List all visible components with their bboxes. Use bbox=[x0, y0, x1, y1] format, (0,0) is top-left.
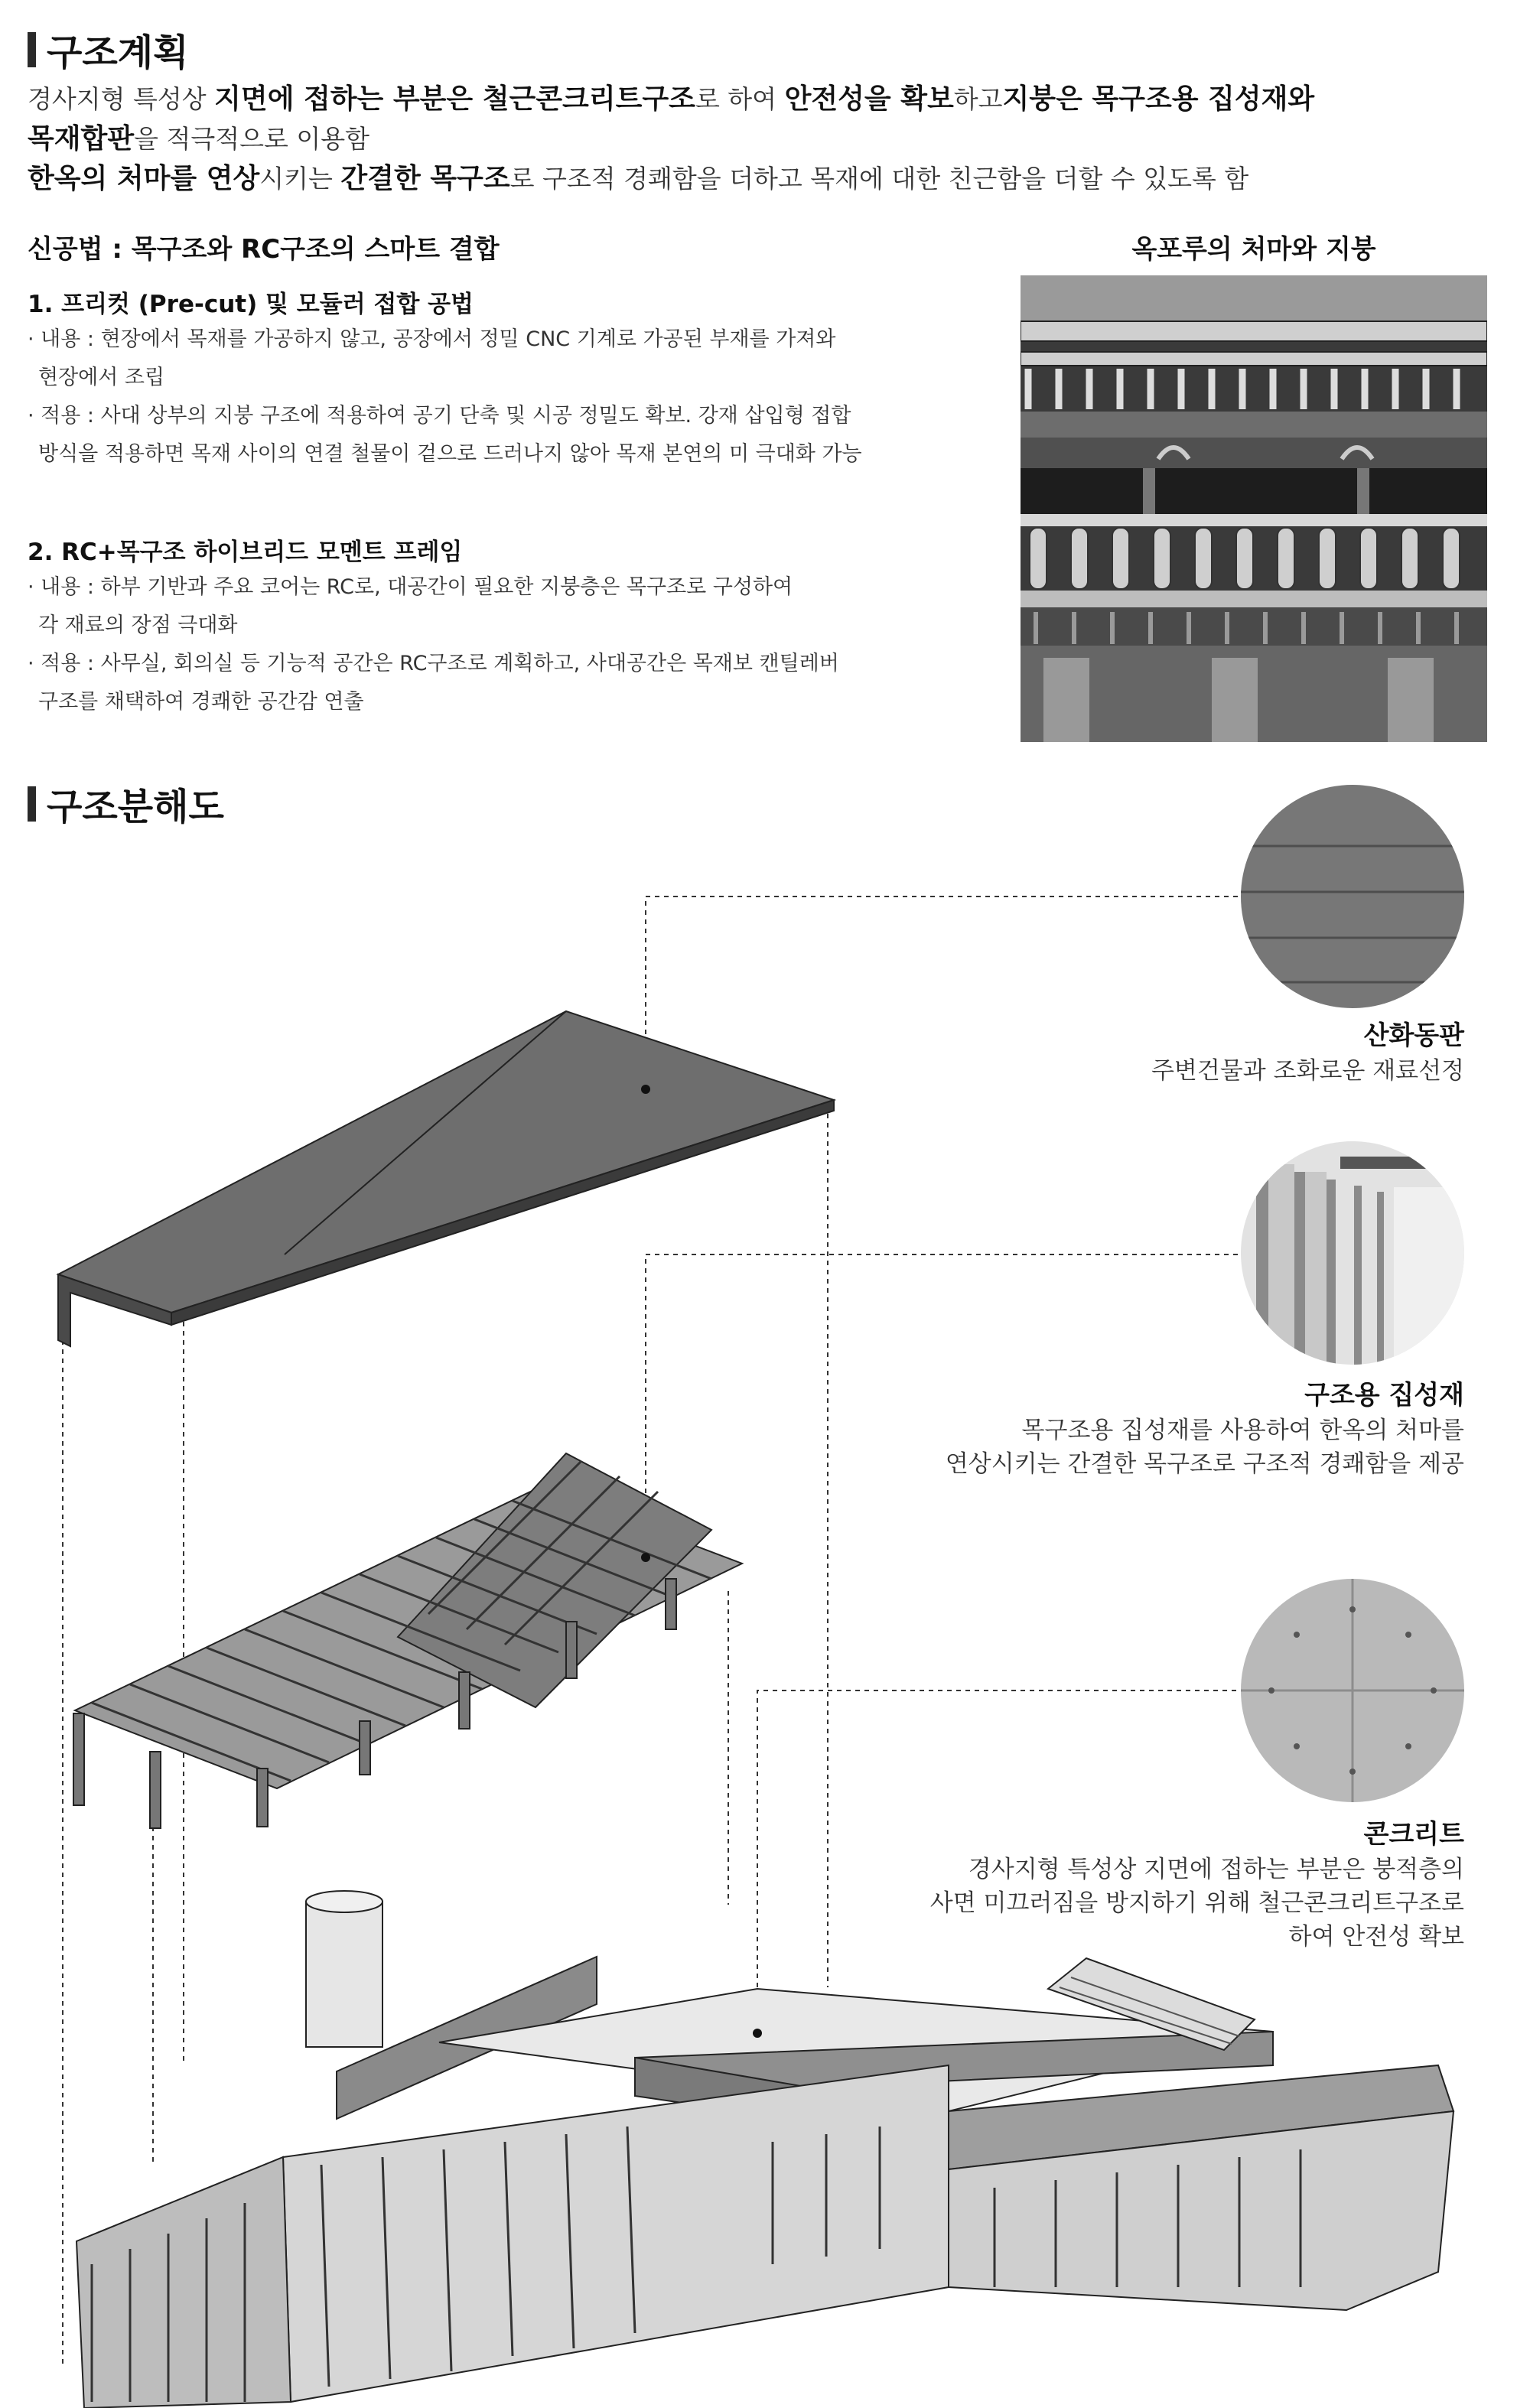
material-desc-concrete-1: 경사지형 특성상 지면에 접하는 부분은 붕적층의 bbox=[968, 1856, 1464, 1883]
material-desc-copper: 주변건물과 조화로운 재료선정 bbox=[1151, 1057, 1464, 1085]
concrete-swatch bbox=[1241, 1579, 1464, 1802]
item-2-line-2: 각 재료의 장점 극대화 bbox=[38, 613, 238, 637]
material-desc-glulam-2: 연상시키는 간결한 목구조로 구조적 경쾌함을 제공 bbox=[945, 1450, 1464, 1478]
method-item-1 bbox=[28, 285, 1014, 473]
section-title-structure-plan bbox=[28, 23, 188, 76]
material-desc-concrete-2: 사면 미끄러짐을 방지하기 위해 철근콘크리트구조로 bbox=[929, 1889, 1464, 1917]
glulam-structure bbox=[73, 1453, 742, 1828]
item-1-line-2: 현장에서 조립 bbox=[38, 366, 165, 389]
title-bar-marker bbox=[28, 786, 36, 822]
copper-sheet-swatch bbox=[1241, 785, 1464, 1008]
section-title-text: 구조분해도 bbox=[47, 786, 224, 828]
intro-line-2: 목재합판을 적극적으로 이용함 bbox=[28, 123, 369, 155]
intro-paragraph bbox=[28, 80, 1496, 199]
item-1-title: 1. 프리컷 (Pre-cut) 및 모듈러 접합 공법 bbox=[28, 291, 474, 318]
material-desc-glulam-1: 목구조용 집성재를 사용하여 한옥의 처마를 bbox=[1021, 1417, 1464, 1444]
title-bar-marker bbox=[28, 32, 36, 67]
roof-callout-dot bbox=[641, 1085, 650, 1094]
section-title-text: 구조계획 bbox=[47, 31, 189, 74]
concrete-base bbox=[77, 1891, 1454, 2408]
concrete-callout-dot bbox=[753, 2029, 762, 2038]
item-1-line-4: 방식을 적용하면 목재 사이의 연결 철물이 겉으로 드러나지 않아 목재 본연의 미 극대화 가능 bbox=[38, 442, 862, 466]
item-1-line-3: · 적용 : 사대 상부의 지붕 구조에 적용하여 공기 단축 및 시공 정밀도 확보. 강재 삽입형 접합 bbox=[28, 404, 851, 428]
item-2-title: 2. RC+목구조 하이브리드 모멘트 프레임 bbox=[28, 539, 463, 566]
item-2-line-1: · 내용 : 하부 기반과 주요 코어는 RC로, 대공간이 필요한 지붕층은 목구조로 구성하여 bbox=[28, 575, 793, 599]
material-desc-concrete-3: 하여 안전성 확보 bbox=[1288, 1923, 1464, 1951]
method-heading: 신공법 : 목구조와 RC구조의 스마트 결합 bbox=[28, 234, 500, 265]
intro-line-3: 한옥의 처마를 연상시키는 간결한 목구조로 구조적 경쾌함을 더하고 목재에 대한 친근함을 더할 수 있도록 함 bbox=[28, 163, 1249, 194]
item-2-line-3: · 적용 : 사무실, 회의실 등 기능적 공간은 RC구조로 계획하고, 사대공간은 목재보 캔틸레버 bbox=[28, 652, 839, 675]
roof-copper-plate bbox=[58, 1011, 834, 1346]
item-2-line-4: 구조를 채택하여 경쾌한 공간감 연출 bbox=[38, 690, 364, 714]
photo-caption: 옥포루의 처마와 지붕 bbox=[1131, 234, 1376, 265]
glulam-swatch bbox=[1241, 1141, 1464, 1365]
material-name-concrete: 콘크리트 bbox=[1363, 1819, 1464, 1850]
material-name-copper: 산화동판 bbox=[1363, 1020, 1464, 1051]
eaves-photo bbox=[1021, 275, 1487, 742]
item-1-line-1: · 내용 : 현장에서 목재를 가공하지 않고, 공장에서 정밀 CNC 기계로 가공된 부재를 가져와 bbox=[28, 327, 836, 351]
intro-line-1: 경사지형 특성상 지면에 접하는 부분은 철근콘크리트구조로 하여 안전성을 확보하고지붕은 목구조용 집성재와 bbox=[28, 83, 1315, 115]
method-item-2 bbox=[28, 532, 1014, 721]
wood-callout-dot bbox=[641, 1553, 650, 1562]
section-title-exploded-view bbox=[28, 777, 224, 830]
material-name-glulam: 구조용 집성재 bbox=[1304, 1380, 1464, 1411]
